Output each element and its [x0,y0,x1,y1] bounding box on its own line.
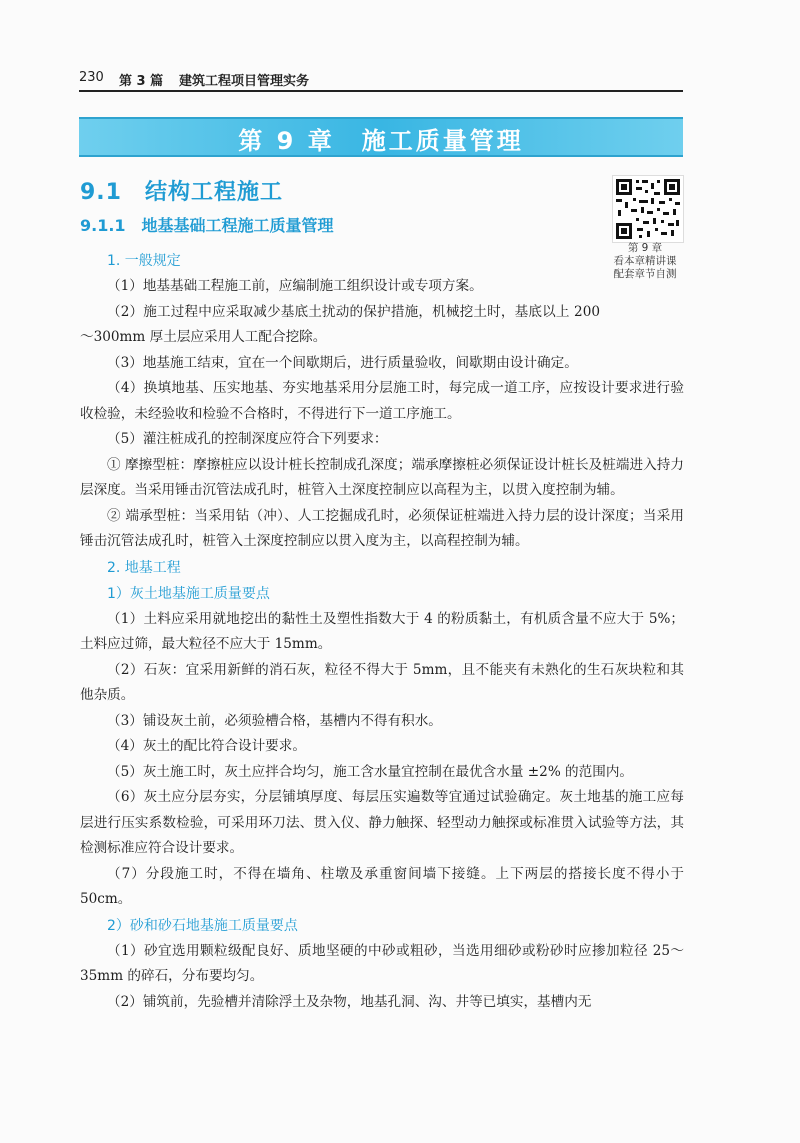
subsection-heading: 9.1.1 地基基础工程施工质量管理 [80,216,334,235]
section-heading: 9.1 结构工程施工 [80,180,283,205]
qr-caption-line: 配套章节自测 [613,268,677,280]
paragraph: （2）石灰：宜采用新鲜的消石灰，粒径不得大于 5mm，且不能夹有未熟化的生石灰块粒和其他杂质。 [80,661,684,703]
paragraph: （1）砂宜选用颗粒级配良好、质地坚硬的中砂或粗砂，当选用细砂或粉砂时应掺加粒径 25～35mm 的碎石，分布要均匀。 [80,942,684,984]
paragraph: （2）铺筑前，先验槽并清除浮土及杂物，地基孔洞、沟、井等已填实，基槽内无 [107,993,592,1010]
header-rule [79,90,683,92]
paragraph: （3）地基施工结束，宜在一个间歇期后，进行质量验收，间歇期由设计确定。 [107,354,578,371]
paragraph: （4）灰土的配比符合设计要求。 [107,738,306,754]
paragraph: （4）换填地基、压实地基、夯实地基采用分层施工时，每完成一道工序，应按设计要求进行验收检验，未经验收和检验不合格时，不得进行下一道工序施工。 [80,380,684,422]
paragraph: （5）灰土施工时，灰土应拌合均匀，施工含水量宜控制在最优含水量 ±2% 的范围内。 [107,763,634,780]
paragraph: （3）铺设灰土前，必须验槽合格，基槽内不得有积水。 [107,712,442,729]
paragraph: （5）灌注桩成孔的控制深度应符合下列要求： [107,431,388,447]
qr-code-icon[interactable] [612,175,684,243]
running-header [79,68,679,90]
paragraph: （6）灰土应分层夯实，分层铺填厚度、每层压实遍数等宜通过试验确定。灰土地基的施工应每层进行压实系数检验，可采用环刀法、贯入仪、静力触探、轻型动力触探或标准贯入试验等方法，其检测标准应符合设计要求。 [80,789,684,856]
part-label: 第 3 篇 [119,74,164,89]
paragraph: （2）施工过程中应采取减少基底土扰动的保护措施，机械挖土时，基底以上 200～300mm 厚土层应采用人工配合挖除。 [80,303,600,345]
book-title: 建筑工程项目管理实务 [179,74,310,89]
heading-sand-gravel: 2）砂和砂石地基施工质量要点 [107,917,298,934]
paragraph: （7）分段施工时，不得在墙角、柱墩及承重窗间墙下接缝。上下两层的搭接长度不得小于 50cm。 [80,865,684,907]
paragraph: （1）地基基础工程施工前，应编制施工组织设计或专项方案。 [107,278,483,294]
heading-lime-soil: 1）灰土地基施工质量要点 [107,585,270,602]
heading-general-rules: 1. 一般规定 [107,253,181,269]
chapter-title: 第 9 章 施工质量管理 [238,127,524,155]
paragraph: （1）土料应采用就地挖出的黏性土及塑性指数大于 4 的粉质黏土，有机质含量不应大于 5%；土料应过筛，最大粒径不应大于 15mm。 [80,610,684,652]
heading-foundation-works: 2. 地基工程 [107,559,181,576]
page-number: 230 [79,70,104,85]
paragraph: ② 端承型桩：当采用钻（冲）、人工挖掘成孔时，必须保证桩端进入持力层的设计深度；当采用锤击沉管法成孔时，桩管入土深度控制应以贯入度为主，以高程控制为辅。 [80,507,684,549]
paragraph: ① 摩擦型桩：摩擦桩应以设计桩长控制成孔深度；端承摩擦桩必须保证设计桩长及桩端进入持力层深度。当采用锤击沉管法成孔时，桩管入土深度控制应以高程为主，以贯入度控制为辅。 [80,456,684,498]
chapter-banner [79,117,683,157]
qr-caption-line: 第 9 章 [627,242,663,254]
body-text [80,248,684,1015]
qr-caption-line: 看本章精讲课 [613,255,677,267]
